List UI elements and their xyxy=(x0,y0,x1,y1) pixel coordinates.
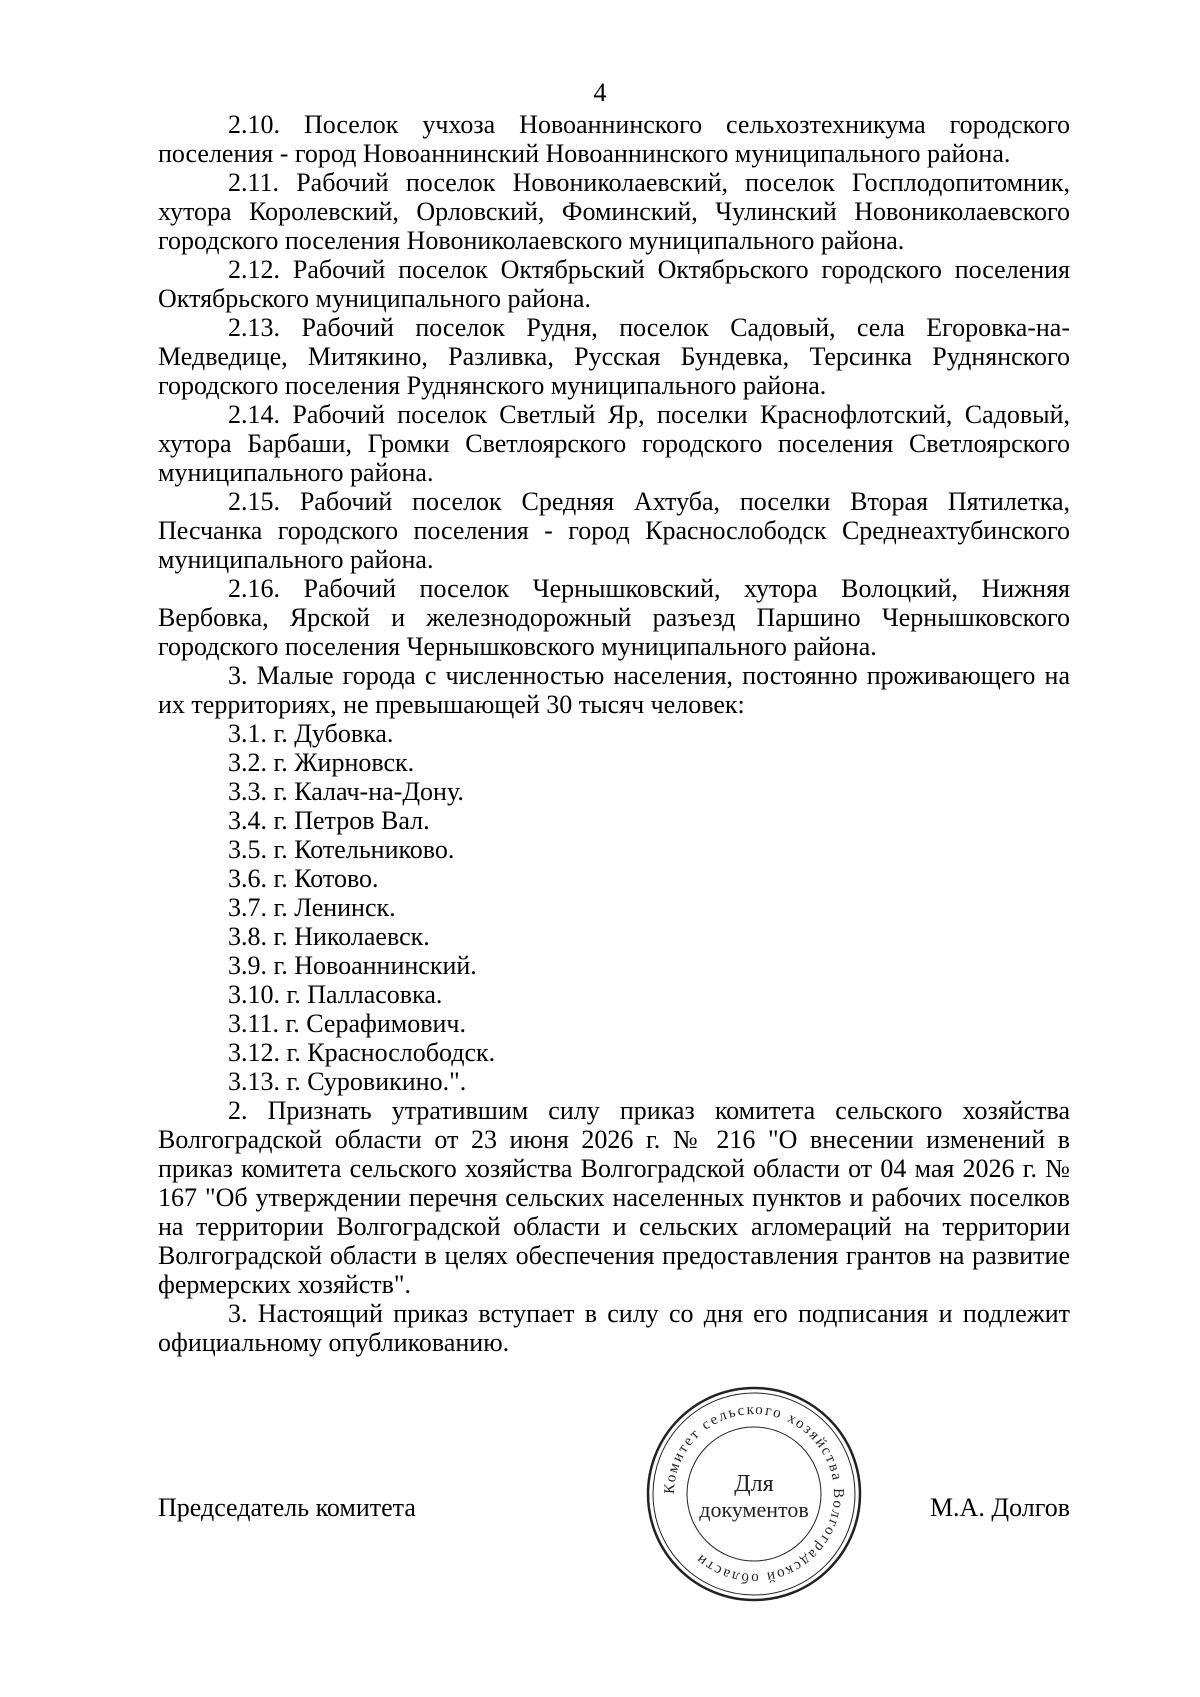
signer-name: М.А. Долгов xyxy=(929,1493,1070,1522)
town-list-item: 3.1. г. Дубовка. xyxy=(228,719,394,748)
page-number: 4 xyxy=(593,78,607,107)
town-list-item: 3.4. г. Петров Вал. xyxy=(228,806,430,835)
signature-block xyxy=(158,1493,1070,1527)
paragraph-2-14: 2.14. Рабочий поселок Светлый Яр, поселки Краснофлотский, Садовый, хутора Барбаши, Громки Светлоярского городского поселения Светлоярского муниципального района. xyxy=(158,400,1070,487)
paragraph-2-13: 2.13. Рабочий поселок Рудня, поселок Садовый, села Егоровка-на-Медведице, Митякино, Разливка, Русская Бундевка, Терсинка Руднянского городского поселения Руднянского муниципального района. xyxy=(158,313,1070,400)
stamp-center-line1: Для xyxy=(734,1471,774,1497)
town-list-item: 3.10. г. Палласовка. xyxy=(228,980,443,1009)
paragraph-2-16: 2.16. Рабочий поселок Чернышковский, хутора Волоцкий, Нижняя Вербовка, Ярской и железнодорожный разъезд Паршино Чернышковского городского поселения Чернышковского муниципального района. xyxy=(158,574,1070,661)
paragraph-2-15: 2.15. Рабочий поселок Средняя Ахтуба, поселки Вторая Пятилетка, Песчанка городского поселения - город Краснослободск Среднеахтубинского муниципального района. xyxy=(158,487,1070,574)
town-list-item: 3.9. г. Новоаннинский. xyxy=(228,951,477,980)
signer-title: Председатель комитета xyxy=(158,1493,416,1522)
stamp-seal xyxy=(643,1383,865,1605)
clause-3-effective: 3. Настоящий приказ вступает в силу со дня его подписания и подлежит официальному опубликованию. xyxy=(158,1299,1070,1357)
town-list-item: 3.11. г. Серафимович. xyxy=(228,1009,466,1038)
document-body xyxy=(158,110,1070,1357)
town-list-item: 3.6. г. Котово. xyxy=(228,864,379,893)
town-list-item: 3.5. г. Котельниково. xyxy=(228,835,455,864)
paragraph-2-12: 2.12. Рабочий поселок Октябрьский Октябрьского городского поселения Октябрьского муниципального района. xyxy=(158,255,1070,313)
town-list-item: 3.3. г. Калач-на-Дону. xyxy=(228,777,464,806)
town-list-item: 3.2. г. Жирновск. xyxy=(228,748,415,777)
official-stamp xyxy=(643,1383,865,1605)
town-list-item: 3.12. г. Краснослободск. xyxy=(228,1038,496,1067)
town-list-item: 3.7. г. Ленинск. xyxy=(228,893,396,922)
clause-2-repeal: 2. Признать утратившим силу приказ комитета сельского хозяйства Волгоградской области от 23 июня 2026 г. № 216 "О внесении изменений в приказ комитета сельского хозяйства Волгоградской области от 04 мая 2026 г. № 167 "Об утверждении перечня сельских населенных пунктов и рабочих поселков на территории Волгоградской области и сельских агломераций на территории Волгоградской области в целях обеспечения предоставления грантов на развитие фермерских хозяйств". xyxy=(158,1096,1070,1299)
stamp-ring-text: Комитет сельского хозяйства Волгоградской области xyxy=(661,1401,847,1587)
paragraph-2-11: 2.11. Рабочий поселок Новониколаевский, поселок Госплодопитомник, хутора Королевский, Орловский, Фоминский, Чулинский Новониколаевского городского поселения Новониколаевского муниципального района. xyxy=(158,168,1070,255)
town-list-item: 3.8. г. Николаевск. xyxy=(228,922,430,951)
stamp-center-line2: документов xyxy=(699,1497,809,1522)
town-list-item: 3.13. г. Суровикино.". xyxy=(228,1067,467,1096)
paragraph-2-10: 2.10. Поселок учхоза Новоаннинского сельхозтехникума городского поселения - город Новоаннинский Новоаннинского муниципального района. xyxy=(158,110,1070,168)
paragraph-3-small-towns: 3. Малые города с численностью населения, постоянно проживающего на их территориях, не превышающей 30 тысяч человек: xyxy=(158,661,1070,719)
